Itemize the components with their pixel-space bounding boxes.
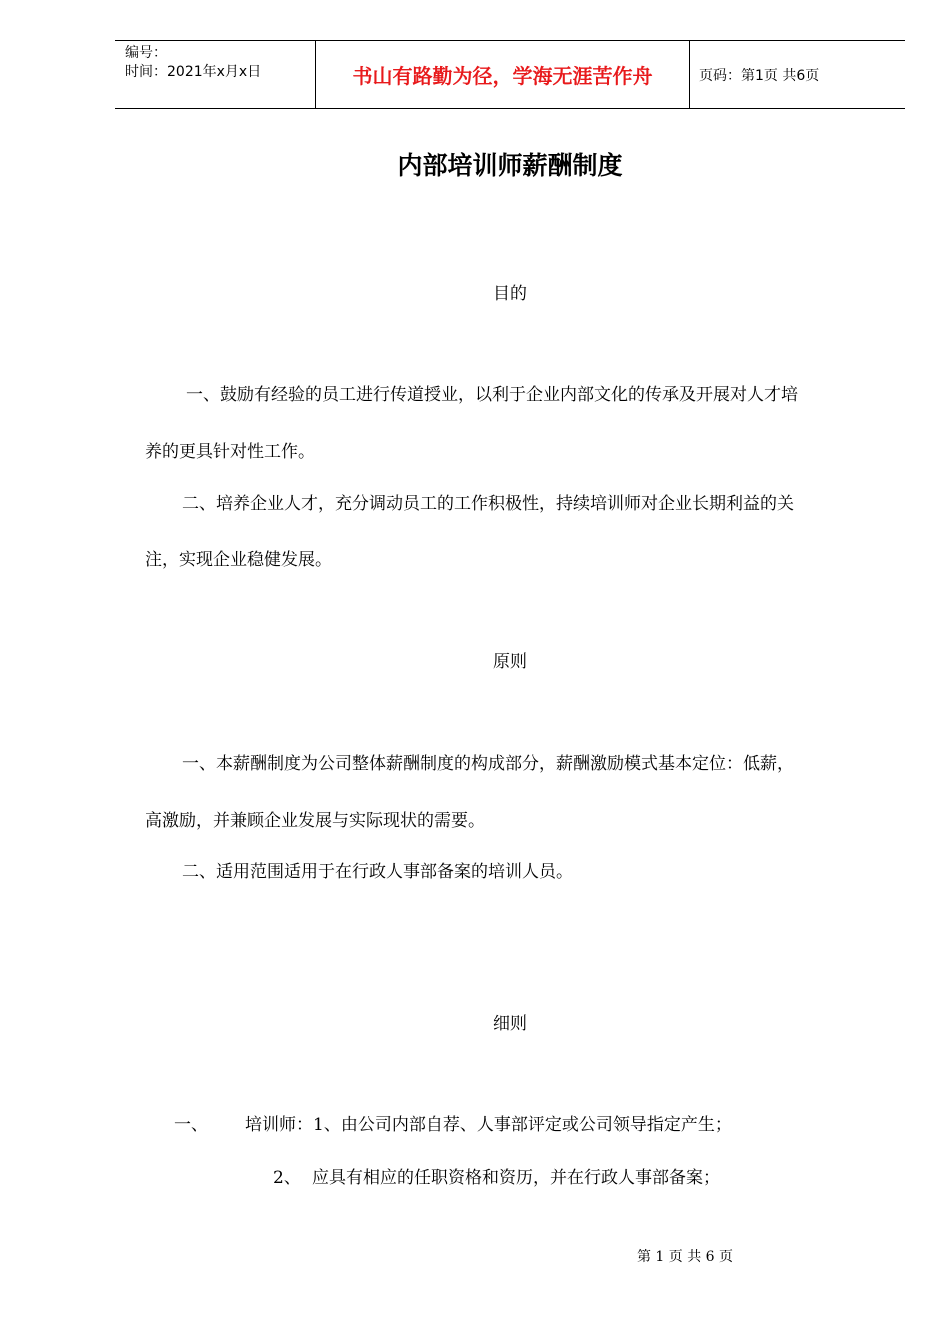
header-motto: 书山有路勤为径，学海无涯苦作舟: [316, 41, 690, 108]
purpose-item2-line1: 二、培养企业人才，充分调动员工的工作积极性，持续培训师对企业长期利益的关: [182, 494, 794, 514]
section-heading-details: 细则: [493, 1014, 527, 1034]
purpose-item2-line2: 注，实现企业稳健发展。: [145, 550, 332, 570]
details-item1-number: 一、: [174, 1115, 208, 1135]
document-number-label: 编号：: [125, 45, 167, 61]
document-title: 内部培训师薪酬制度: [397, 151, 623, 180]
principle-item1-line1: 一、本薪酬制度为公司整体薪酬制度的构成部分，薪酬激励模式基本定位：低薪，: [182, 754, 794, 774]
page-header: [115, 40, 905, 109]
header-meta: [115, 41, 316, 108]
details-item2-number: 2、: [273, 1168, 301, 1188]
document-date-label: 时间：2021年x月x日: [125, 64, 262, 80]
purpose-item1-line2: 养的更具针对性工作。: [145, 442, 315, 462]
header-page-number: 页码：第1页 共6页: [699, 67, 820, 84]
details-item1-text: 培训师：1、由公司内部自荐、人事部评定或公司领导指定产生；: [245, 1115, 732, 1135]
details-item2-text: 应具有相应的任职资格和资历，并在行政人事部备案；: [312, 1168, 720, 1188]
principle-item1-line2: 高激励，并兼顾企业发展与实际现状的需要。: [145, 811, 485, 831]
section-heading-principle: 原则: [493, 652, 527, 672]
section-heading-purpose: 目的: [493, 284, 527, 304]
purpose-item1-line1: 一、鼓励有经验的员工进行传道授业，以利于企业内部文化的传承及开展对人才培: [186, 385, 798, 405]
page-footer: 第 1 页 共 6 页: [636, 1249, 734, 1265]
principle-item2-line1: 二、适用范围适用于在行政人事部备案的培训人员。: [182, 862, 573, 882]
